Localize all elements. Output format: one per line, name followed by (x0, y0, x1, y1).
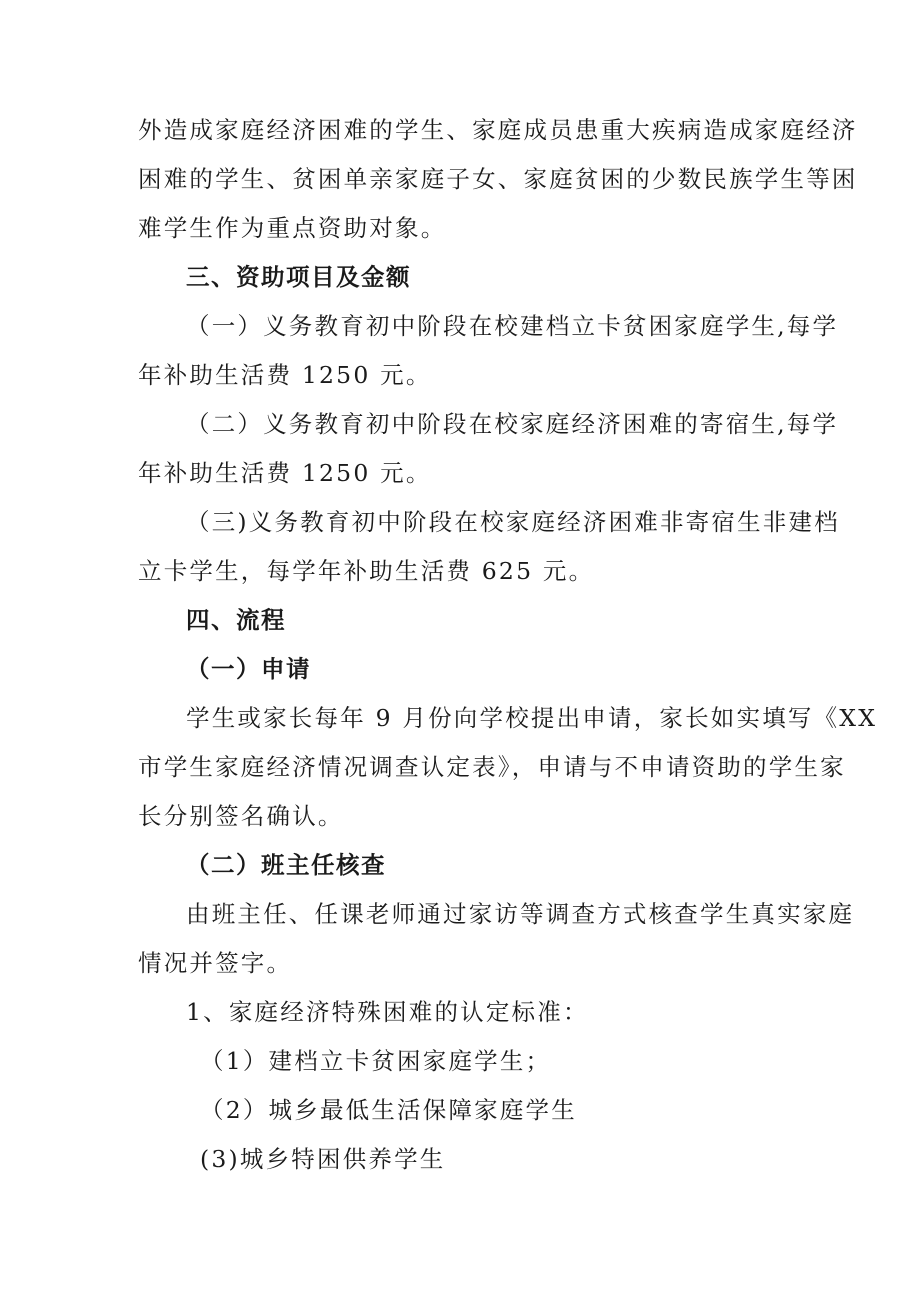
subsection-heading: （一）申请 (186, 655, 311, 683)
paragraph-line: 学生或家长每年 9 月份向学校提出申请，家长如实填写《XX (186, 704, 878, 732)
paragraph-line: （二）义务教育初中阶段在校家庭经济困难的寄宿生,每学 (186, 410, 839, 438)
paragraph-line: 市学生家庭经济情况调查认定表》，申请与不申请资助的学生家 (138, 753, 846, 781)
paragraph-line: （一）义务教育初中阶段在校建档立卡贫困家庭学生,每学 (186, 312, 839, 340)
criteria-item: （1）建档立卡贫困家庭学生； (200, 1047, 552, 1075)
criteria-title: 1、家庭经济特殊困难的认定标准： (186, 998, 589, 1026)
paragraph-line: 难学生作为重点资助对象。 (138, 214, 447, 242)
subsection-heading: （二）班主任核查 (186, 851, 386, 879)
paragraph-line: 年补助生活费 1250 元。 (138, 361, 432, 389)
paragraph-line: 外造成家庭经济困难的学生、家庭成员患重大疾病造成家庭经济 (138, 116, 858, 144)
paragraph-line: 困难的学生、贫困单亲家庭子女、家庭贫困的少数民族学生等困 (138, 165, 858, 193)
criteria-item: （2）城乡最低生活保障家庭学生 (200, 1096, 577, 1124)
paragraph-line: 年补助生活费 1250 元。 (138, 459, 432, 487)
section-heading: 四、流程 (186, 606, 286, 634)
paragraph-line: 长分别签名确认。 (138, 802, 344, 830)
paragraph-line: 情况并签字。 (138, 949, 293, 977)
paragraph-line: 由班主任、任课老师通过家访等调查方式核查学生真实家庭 (186, 900, 855, 928)
paragraph-line: （三)义务教育初中阶段在校家庭经济困难非寄宿生非建档 (186, 508, 840, 536)
section-heading: 三、资助项目及金额 (186, 263, 411, 291)
criteria-item: (3)城乡特困供养学生 (200, 1145, 446, 1173)
paragraph-line: 立卡学生，每学年补助生活费 625 元。 (138, 557, 595, 585)
